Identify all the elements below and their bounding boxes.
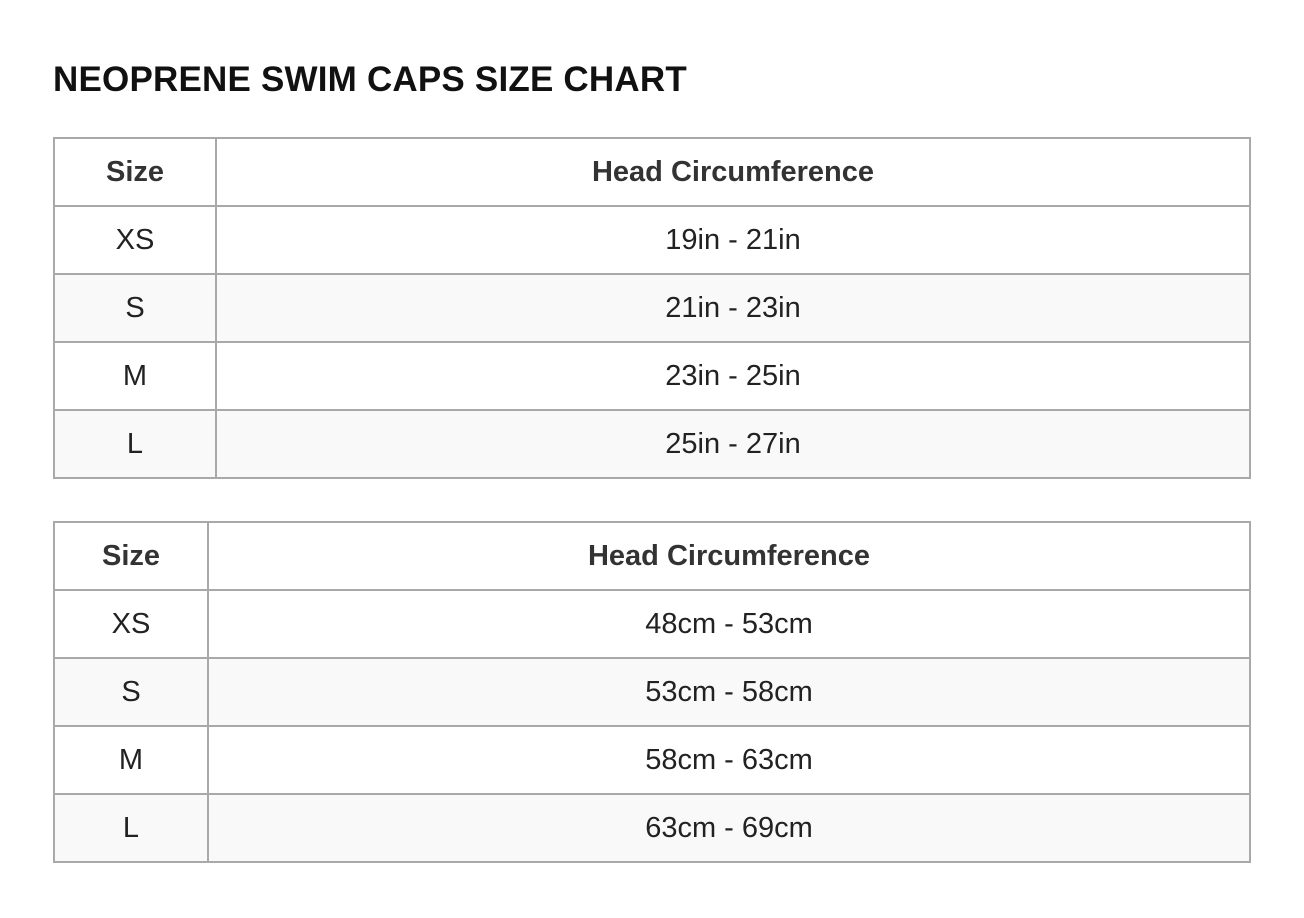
circumference-cell: 53cm - 58cm	[208, 658, 1250, 726]
size-cell: M	[54, 726, 208, 794]
size-cell: L	[54, 794, 208, 862]
size-cell: S	[54, 658, 208, 726]
size-table-centimeters	[53, 521, 1251, 863]
circumference-cell: 25in - 27in	[216, 410, 1250, 478]
circumference-cell: 63cm - 69cm	[208, 794, 1250, 862]
circumference-cell: 58cm - 63cm	[208, 726, 1250, 794]
table-row	[54, 726, 1250, 794]
table-row	[54, 794, 1250, 862]
table-row	[54, 274, 1250, 342]
column-header-size: Size	[54, 522, 208, 590]
size-cell: S	[54, 274, 216, 342]
size-cell: XS	[54, 206, 216, 274]
size-cell: XS	[54, 590, 208, 658]
table-row	[54, 658, 1250, 726]
column-header-size: Size	[54, 138, 216, 206]
circumference-cell: 23in - 25in	[216, 342, 1250, 410]
table-row	[54, 206, 1250, 274]
circumference-cell: 48cm - 53cm	[208, 590, 1250, 658]
table-header-row	[54, 138, 1250, 206]
column-header-head-circumference: Head Circumference	[208, 522, 1250, 590]
circumference-cell: 21in - 23in	[216, 274, 1250, 342]
size-cell: M	[54, 342, 216, 410]
circumference-cell: 19in - 21in	[216, 206, 1250, 274]
column-header-head-circumference: Head Circumference	[216, 138, 1250, 206]
table-header-row	[54, 522, 1250, 590]
page-title: NEOPRENE SWIM CAPS SIZE CHART	[53, 60, 687, 99]
size-table-inches	[53, 137, 1251, 479]
table-row	[54, 590, 1250, 658]
size-cell: L	[54, 410, 216, 478]
table-row	[54, 410, 1250, 478]
table-row	[54, 342, 1250, 410]
